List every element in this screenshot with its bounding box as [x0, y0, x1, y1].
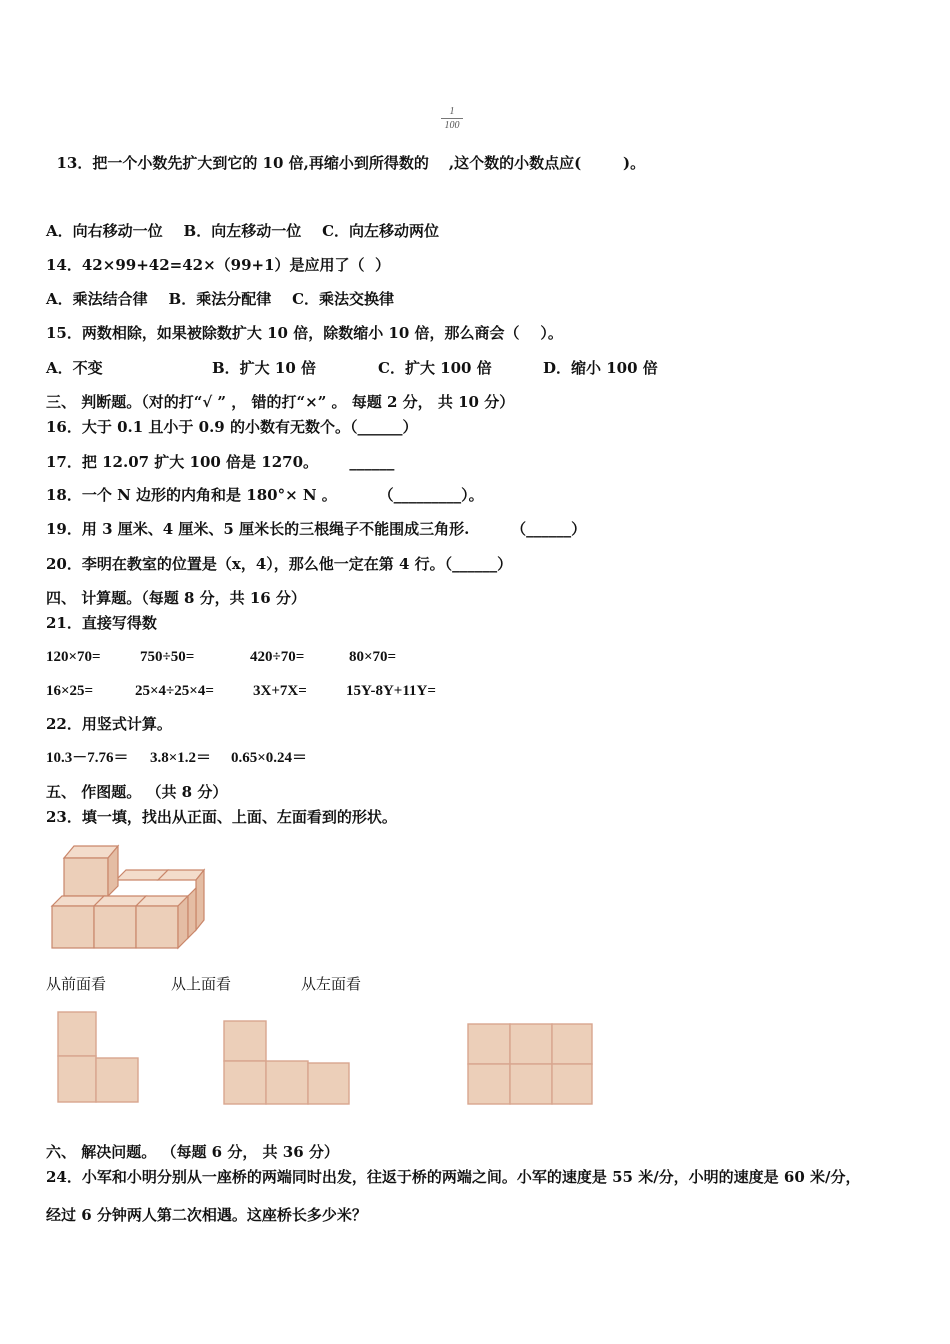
calc-item: 16×25= — [46, 683, 94, 699]
vertical-calc-item: 3.8×1.2＝ — [150, 750, 212, 766]
view-label-left: 从左面看 — [301, 975, 362, 993]
q13-text-before: 13．把一个小数先扩大到它的 10 倍,再缩小到所得数的 — [56, 154, 429, 172]
question-23: 23．填一填，找出从正面、上面、左面看到的形状。 — [46, 808, 397, 826]
fraction-denominator: 100 — [444, 120, 460, 131]
calc-item: 25×4÷25×4= — [135, 683, 214, 699]
question-21: 21．直接写得数 — [46, 614, 157, 632]
question-17: 17．把 12.07 扩大 100 倍是 1270。 ______ — [46, 453, 395, 471]
calc-item: 420÷70= — [250, 649, 305, 665]
q14-options: A．乘法结合律 B．乘法分配律 C．乘法交换律 — [46, 290, 395, 308]
section-6-heading: 六、 解决问题。 （每题 6 分， 共 36 分） — [46, 1143, 339, 1161]
question-18: 18．一个 N 边形的内角和是 180°× N 。 （_________）。 — [46, 486, 484, 504]
calc-item: 80×70= — [349, 649, 397, 665]
vertical-calc-item: 10.3－7.76＝ — [46, 750, 129, 766]
question-20: 20．李明在教室的位置是（x，4），那么他一定在第 4 行。（______） — [46, 555, 513, 573]
vertical-calc-item: 0.65×0.24＝ — [231, 750, 308, 766]
cube-arrangement-figure — [46, 840, 206, 952]
q15-option-b: B．扩大 10 倍 — [212, 359, 316, 377]
fraction-one-hundredth — [441, 106, 463, 131]
calc-item: 120×70= — [46, 649, 101, 665]
question-24-line-1: 24．小军和小明分别从一座桥的两端同时出发，往返于桥的两端之间。小军的速度是 55 米/分，小明的速度是 60 米/分， — [46, 1168, 861, 1186]
q15-option-c: C．扩大 100 倍 — [378, 359, 492, 377]
calc-item: 750÷50= — [140, 649, 195, 665]
calc-item: 3X+7X= — [253, 683, 307, 699]
question-13 — [46, 133, 645, 173]
calc-item: 15Y-8Y+11Y= — [346, 683, 436, 699]
section-5-heading: 五、 作图题。 （共 8 分） — [46, 783, 228, 801]
question-15: 15．两数相除，如果被除数扩大 10 倍，除数缩小 10 倍，那么商会（ ）。 — [46, 324, 563, 342]
q13-text-after: ,这个数的小数点应( )。 — [448, 154, 646, 172]
question-19: 19．用 3 厘米、4 厘米、5 厘米长的三根绳子不能围成三角形. （______） — [46, 520, 587, 538]
question-16: 16．大于 0.1 且小于 0.9 的小数有无数个。（______） — [46, 418, 418, 436]
fraction-numerator: 1 — [449, 106, 455, 117]
section-4-heading: 四、 计算题。（每题 8 分，共 16 分） — [46, 589, 306, 607]
question-14: 14．42×99+42=42×（99+1）是应用了（ ） — [46, 256, 390, 274]
view-label-top: 从上面看 — [171, 975, 232, 993]
view-shape-2 — [222, 1019, 352, 1107]
question-24-line-2: 经过 6 分钟两人第二次相遇。这座桥长多少米？ — [46, 1206, 367, 1224]
q15-option-a: A．不变 — [46, 359, 103, 377]
view-shape-1 — [56, 1010, 142, 1104]
view-shape-3 — [466, 1022, 596, 1108]
q15-option-d: D．缩小 100 倍 — [543, 359, 658, 377]
q13-options: A．向右移动一位 B．向左移动一位 C．向左移动两位 — [46, 222, 440, 240]
section-3-heading: 三、 判断题。（对的打“√ ” ， 错的打“×” 。 每题 2 分， 共 10 分） — [46, 393, 515, 411]
view-label-front: 从前面看 — [46, 975, 107, 993]
question-22: 22．用竖式计算。 — [46, 715, 172, 733]
